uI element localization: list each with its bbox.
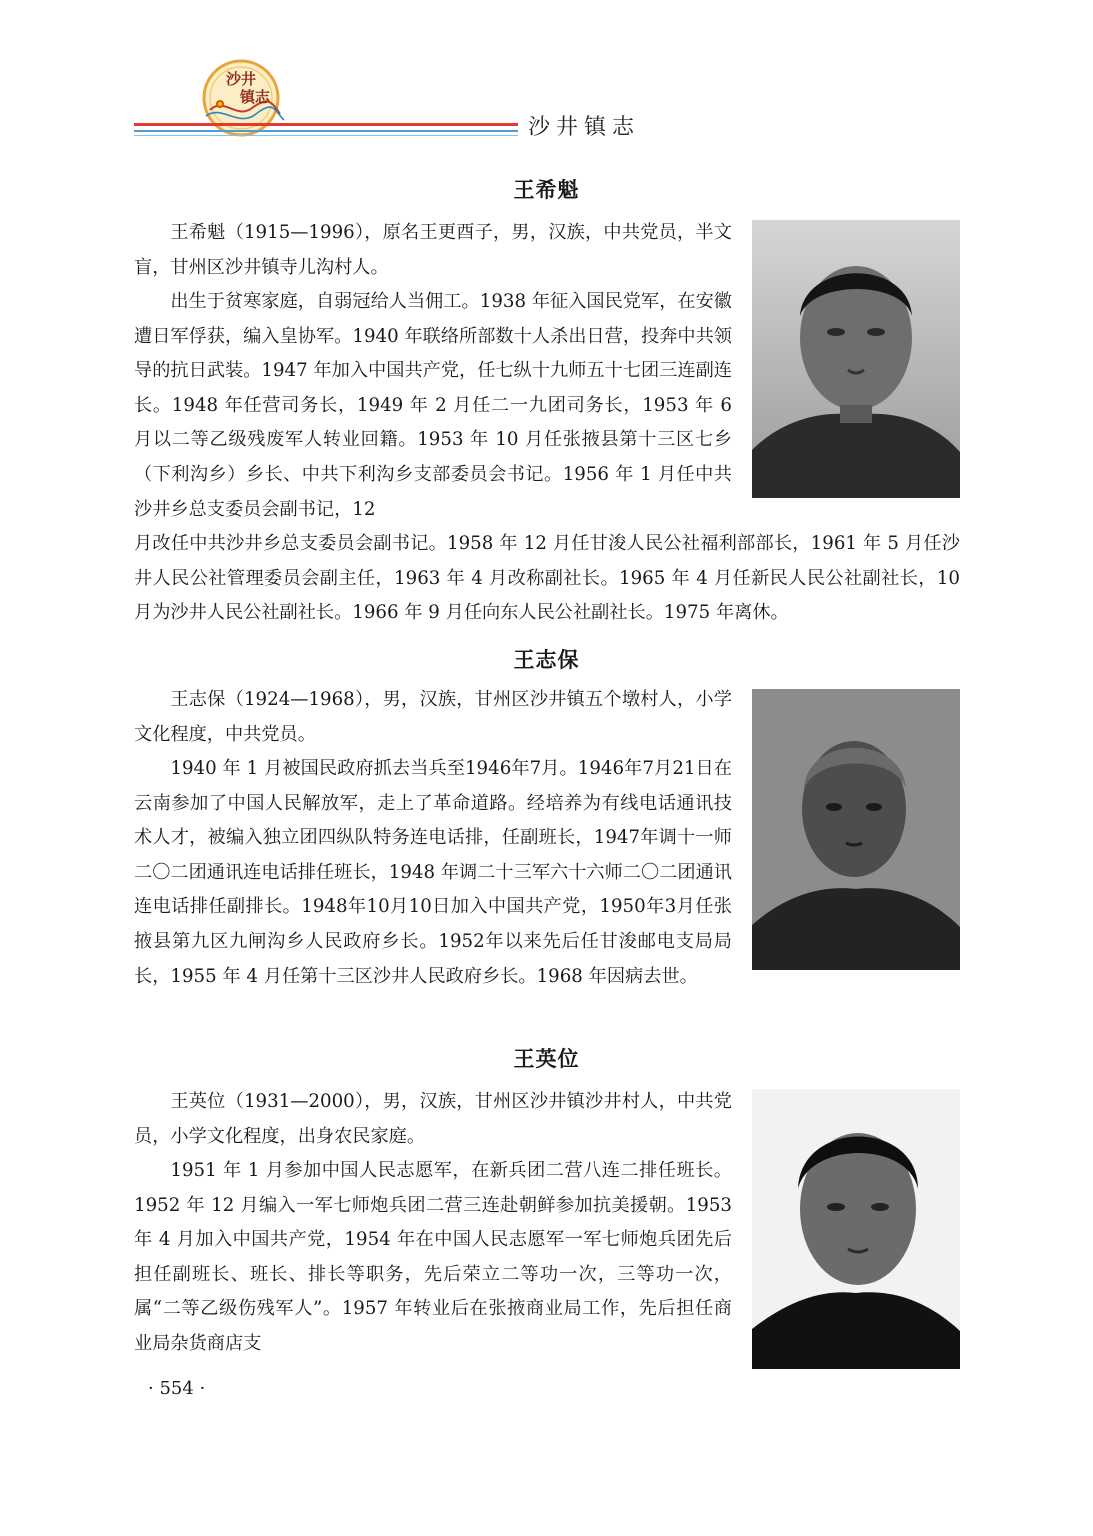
- section-title-2: 王志保: [513, 648, 580, 672]
- page-number: · 554 ·: [148, 1378, 206, 1399]
- section-1-paragraph-1: 王希魁（1915—1996），原名王更酉子，男，汉族，中共党员，半文盲，甘州区沙井镇寺儿沟村人。: [134, 222, 732, 278]
- section-1-paragraph-2: 出生于贫寒家庭，自弱冠给人当佣工。1938 年征入国民党军，在安徽遭日军俘获，编入皇协军。1940 年联络所部数十人杀出日营，投奔中共领导的抗日武装。1947 年加入中国共产党，任七纵十九师五十七团三连副连长。1948 年任营司务长，1949 年 2 月任二一九团司务长，1953 年 6 月以二等乙级残废军人转业回籍。1953 年 10 月任张掖县第十三区七乡（下利沟乡）乡长、中共下利沟乡支部委员会书记。1956 年 1 月任中共沙井乡总支委员会副书记，12: [134, 291, 732, 520]
- section-3-paragraph-1: 王英位（1931—2000），男，汉族，甘州区沙井镇沙井村人，中共党员，小学文化程度，出身农民家庭。: [134, 1091, 732, 1147]
- logo-text-line-2: 镇志: [240, 88, 271, 106]
- portrait-photo-1: [752, 220, 960, 498]
- running-title: 沙井镇志: [528, 115, 641, 140]
- header-rule-blue: [134, 130, 518, 132]
- page-header: [0, 0, 1093, 150]
- header-rule-red: [134, 123, 518, 126]
- section-3-paragraph-2: 1951 年 1 月参加中国人民志愿军，在新兵团二营八连二排任班长。1952 年 12 月编入一军七师炮兵团二营三连赴朝鲜参加抗美援朝。1953 年 4 月加入中国共产党，1954 年在中国人民志愿军一军七师炮兵团先后担任副班长、班长、排长等职务，先后荣立二等功一次，三等功一次，属“二等乙级伤残军人”。1957 年转业后在张掖商业局工作，先后担任商业局杂货商店支: [134, 1160, 732, 1354]
- section-title-1: 王希魁: [513, 178, 580, 202]
- section-2-paragraph-1: 王志保（1924—1968），男，汉族，甘州区沙井镇五个墩村人，小学文化程度，中共党员。: [134, 689, 732, 745]
- book-logo-emblem: [196, 58, 286, 138]
- portrait-photo-2: [752, 689, 960, 970]
- portrait-photo-3: [752, 1089, 960, 1369]
- section-2-paragraph-2: 1940 年 1 月被国民政府抓去当兵至1946年7月。1946年7月21日在云南参加了中国人民解放军，走上了革命道路。经培养为有线电话通讯技术人才，被编入独立团四纵队特务连电话排，任副班长，1947年调十一师二〇二团通讯连电话排任班长，1948 年调二十三军六十六师二〇二团通讯连电话排任副排长。1948年10月10日加入中国共产党，1950年3月任张掖县第九区九闸沟乡人民政府乡长。1952年以来先后任甘浚邮电支局局长，1955 年 4 月任第十三区沙井人民政府乡长。1968 年因病去世。: [134, 758, 732, 987]
- logo-text-line-1: 沙井: [226, 70, 257, 88]
- section-1-paragraph-3: 月改任中共沙井乡总支委员会副书记。1958 年 12 月任甘浚人民公社福利部部长，1961 年 5 月任沙井人民公社管理委员会副主任，1963 年 4 月改称副社长。1965 年 4 月任新民人民公社副社长，10 月为沙井人民公社副社长。1966 年 9 月任向东人民公社副社长。1975 年离休。: [134, 533, 960, 624]
- header-rule-blue-thin: [134, 135, 518, 136]
- section-title-3: 王英位: [513, 1047, 580, 1071]
